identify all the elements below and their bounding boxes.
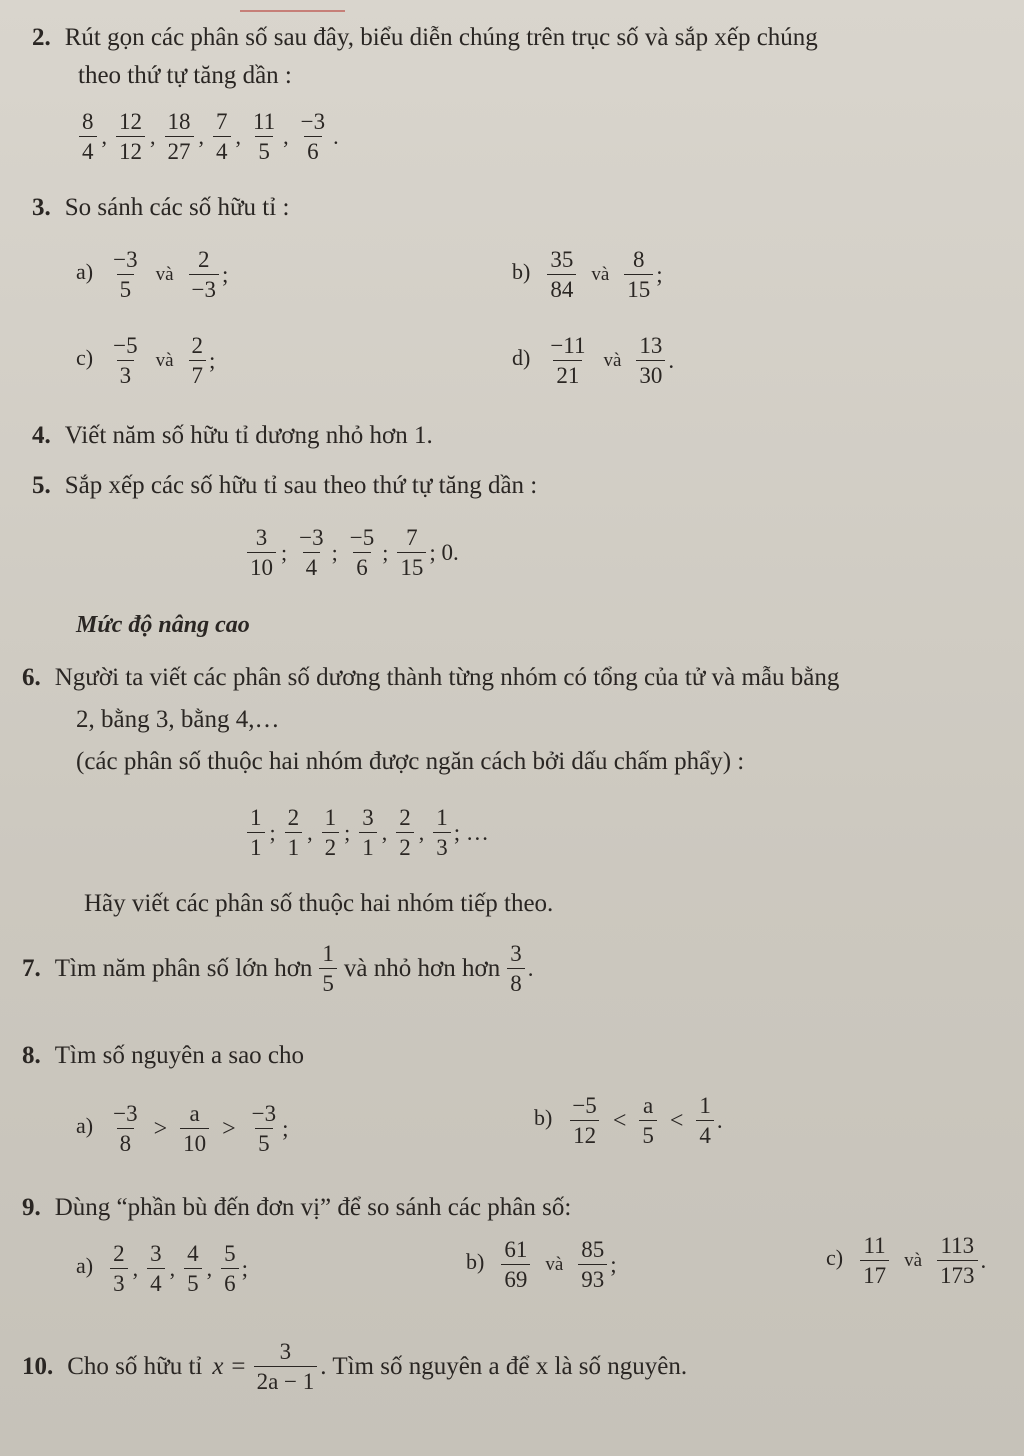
- problem-8-line: [22, 1040, 304, 1072]
- numerator: −3: [113, 247, 138, 272]
- problem-7-number: 7.: [22, 955, 41, 982]
- relation-sign: >: [222, 1115, 236, 1142]
- denominator: 6: [353, 552, 371, 580]
- problem-3-line: [32, 192, 289, 224]
- problem-4-number: 4.: [32, 422, 51, 449]
- denominator: 6: [221, 1268, 239, 1296]
- problem-2-line-2: theo thứ tự tăng dần :: [78, 62, 292, 89]
- denominator: 10: [180, 1128, 209, 1156]
- problem-3d: [512, 334, 674, 388]
- conjunction: và: [591, 264, 610, 285]
- problem-8-number: 8.: [22, 1042, 41, 1069]
- problem-3-text: So sánh các số hữu tỉ :: [64, 194, 290, 221]
- fraction: [189, 248, 219, 302]
- fraction: [79, 110, 97, 164]
- separator: ;: [344, 820, 351, 845]
- problem-3a: [76, 248, 228, 302]
- relation-sign: >: [153, 1115, 168, 1142]
- problem-9a: [76, 1242, 248, 1296]
- problem-6-line-4: Hãy viết các phân số thuộc hai nhóm tiếp theo.: [84, 890, 554, 917]
- fraction: [578, 1238, 607, 1292]
- denominator: 8: [117, 1128, 135, 1156]
- separator: ,: [101, 124, 107, 149]
- separator: ,: [307, 820, 313, 845]
- problem-4-line: [32, 420, 433, 452]
- problem-8a: [76, 1102, 289, 1156]
- end-mark: ;: [282, 1116, 289, 1141]
- problem-6-line-1: [22, 662, 839, 694]
- denominator: 5: [255, 1128, 273, 1156]
- denominator: 2: [396, 832, 414, 860]
- fraction: [298, 110, 328, 164]
- numerator: 1: [699, 1093, 711, 1118]
- fraction: [221, 1242, 239, 1296]
- numerator: 3: [255, 525, 268, 550]
- item-label: c): [826, 1244, 844, 1270]
- fraction: [507, 942, 525, 996]
- end-mark: ;: [610, 1252, 617, 1277]
- denominator: 15: [624, 274, 653, 302]
- numerator: −5: [349, 525, 375, 550]
- denominator: 3: [117, 360, 135, 388]
- fraction: [433, 806, 451, 860]
- fraction: [547, 334, 588, 388]
- fraction: [110, 1242, 128, 1296]
- separator: ,: [283, 124, 289, 149]
- denominator: 5: [255, 136, 273, 164]
- numerator: 85: [581, 1237, 605, 1262]
- denominator: 15: [397, 552, 426, 580]
- problem-6-text-1: Người ta viết các phân số dương thành từng nhóm có tổng của tử và mẫu bằng: [54, 664, 840, 691]
- denominator: 3: [110, 1268, 128, 1296]
- conjunction: và: [603, 350, 622, 371]
- denominator: 1: [285, 832, 303, 860]
- problem-5-number: 5.: [32, 472, 51, 499]
- denominator: 30: [636, 360, 665, 388]
- denominator: 4: [147, 1268, 165, 1296]
- item-label: b): [466, 1248, 485, 1274]
- item-label: b): [534, 1104, 553, 1130]
- fraction: [359, 806, 377, 860]
- problem-6-line-3: (các phân số thuộc hai nhóm được ngăn cách bởi dấu chấm phẩy) :: [76, 748, 745, 775]
- separator: ;: [269, 820, 276, 845]
- numerator: 3: [150, 1241, 162, 1266]
- fraction: [547, 248, 576, 302]
- numerator: 3: [510, 941, 522, 966]
- conjunction: và: [904, 1250, 923, 1271]
- end-mark: ;: [209, 348, 216, 373]
- denominator: 10: [247, 552, 276, 580]
- fraction: [396, 806, 414, 860]
- problem-9-text: Dùng “phần bù đến đơn vị” để so sánh các phân số:: [54, 1194, 572, 1221]
- denominator: 6: [304, 136, 322, 164]
- fraction: [937, 1234, 978, 1288]
- tail-text: ; 0.: [429, 540, 459, 565]
- separator: ,: [150, 124, 156, 149]
- numerator: 35: [550, 247, 574, 272]
- top-red-mark: [240, 10, 345, 12]
- end-mark: .: [527, 956, 534, 981]
- numerator: −3: [113, 1101, 138, 1126]
- numerator: −5: [113, 333, 138, 358]
- numerator: 2: [113, 1241, 125, 1266]
- denominator: 1: [247, 832, 265, 860]
- denominator: 93: [578, 1264, 607, 1292]
- denominator: 3: [433, 832, 451, 860]
- denominator: 2: [322, 832, 340, 860]
- denominator: 4: [696, 1120, 714, 1148]
- separator: ,: [169, 1256, 176, 1281]
- problem-9c: [826, 1234, 986, 1288]
- end-mark: ;: [656, 262, 663, 287]
- problem-10-number: 10.: [22, 1353, 54, 1380]
- item-label: a): [76, 1252, 94, 1278]
- separator: ,: [418, 820, 425, 845]
- numerator: −3: [299, 525, 324, 550]
- fraction: [189, 334, 207, 388]
- end-mark: .: [980, 1248, 987, 1273]
- fraction: [110, 1102, 140, 1156]
- item-label: c): [76, 344, 94, 370]
- fraction: [860, 1234, 889, 1288]
- numerator: 13: [639, 333, 663, 358]
- conjunction: và: [155, 350, 174, 371]
- numerator: −11: [550, 333, 586, 358]
- fraction: [285, 806, 303, 860]
- problem-4-text: Viết năm số hữu tỉ dương nhỏ hơn 1.: [64, 422, 433, 449]
- denominator: −3: [189, 274, 219, 302]
- separator: ,: [235, 124, 241, 149]
- separator: ;: [331, 540, 338, 565]
- denominator: 2a − 1: [254, 1366, 318, 1394]
- tail-text: ; …: [453, 820, 489, 845]
- problem-2-text-1: Rút gọn các phân số sau đây, biểu diễn chúng trên trục số và sắp xếp chúng: [64, 24, 818, 51]
- numerator: 3: [362, 805, 374, 830]
- problem-8b: [534, 1094, 723, 1148]
- numerator: 1: [436, 805, 448, 830]
- problem-6-line-2: 2, bằng 3, bằng 4,…: [76, 706, 280, 733]
- fraction: [184, 1242, 202, 1296]
- denominator: 17: [860, 1260, 889, 1288]
- numerator: 5: [224, 1241, 236, 1266]
- numerator: 2: [399, 805, 411, 830]
- problem-10-expression: x =: [212, 1353, 247, 1380]
- separator: ,: [206, 1256, 213, 1281]
- denominator: 7: [189, 360, 207, 388]
- fraction: [347, 526, 377, 580]
- relation-sign: <: [669, 1107, 684, 1134]
- denominator: 5: [184, 1268, 202, 1296]
- separator: ,: [132, 1256, 139, 1281]
- problem-9b: [466, 1238, 617, 1292]
- fraction: [247, 806, 265, 860]
- numerator: 3: [279, 1339, 292, 1364]
- numerator: a: [189, 1101, 200, 1126]
- relation-sign: <: [612, 1107, 627, 1134]
- denominator: 69: [501, 1264, 530, 1292]
- denominator: 5: [117, 274, 135, 302]
- fraction: [569, 1094, 599, 1148]
- fraction: [254, 1340, 318, 1394]
- numerator: 4: [187, 1241, 199, 1266]
- fraction: [249, 1102, 279, 1156]
- numerator: −3: [300, 109, 326, 134]
- fraction: [110, 334, 140, 388]
- fraction: [296, 526, 326, 580]
- problem-6-number: 6.: [22, 664, 41, 691]
- numerator: 18: [167, 109, 191, 134]
- item-label: d): [512, 344, 531, 370]
- fraction: [116, 110, 145, 164]
- numerator: 113: [940, 1233, 975, 1258]
- numerator: a: [643, 1093, 654, 1118]
- problem-7-text-before: Tìm năm phân số lớn hơn: [54, 955, 313, 982]
- separator: ;: [382, 540, 389, 565]
- problem-2-number: 2.: [32, 24, 51, 51]
- fraction: [624, 248, 653, 302]
- problem-6-fractions: [244, 806, 489, 860]
- numerator: 61: [504, 1237, 528, 1262]
- denominator: 4: [79, 136, 97, 164]
- problem-10-text-before: Cho số hữu tỉ: [67, 1353, 203, 1380]
- problem-5-line: [32, 470, 537, 502]
- denominator: 84: [547, 274, 576, 302]
- numerator: 2: [191, 333, 204, 358]
- conjunction: và: [545, 1254, 564, 1275]
- item-label: a): [76, 258, 94, 284]
- problem-3b: [512, 248, 663, 302]
- advanced-heading: Mức độ nâng cao: [76, 612, 250, 638]
- fraction: [213, 110, 231, 164]
- problem-9-line: [22, 1192, 571, 1224]
- numerator: −5: [572, 1093, 597, 1118]
- numerator: 7: [406, 525, 418, 550]
- denominator: 1: [359, 832, 377, 860]
- problem-5-fractions: [244, 526, 459, 580]
- problem-2-fractions: [76, 110, 341, 164]
- denominator: 8: [507, 968, 525, 996]
- problem-8-text: Tìm số nguyên a sao cho: [54, 1042, 305, 1069]
- fraction: [322, 806, 340, 860]
- numerator: 8: [82, 109, 94, 134]
- separator: ,: [381, 820, 388, 845]
- separator: ;: [281, 540, 288, 565]
- numerator: 1: [250, 805, 262, 830]
- conjunction: và: [155, 264, 174, 285]
- fraction: [250, 110, 278, 164]
- denominator: 5: [319, 968, 337, 996]
- end-mark: ;: [241, 1256, 248, 1281]
- denominator: 12: [570, 1120, 599, 1148]
- separator: ,: [198, 124, 204, 149]
- numerator: 7: [216, 109, 228, 134]
- fraction: [639, 1094, 657, 1148]
- numerator: 1: [322, 941, 334, 966]
- fraction: [247, 526, 276, 580]
- problem-7-line: [22, 942, 533, 996]
- fraction: [397, 526, 426, 580]
- fraction: [501, 1238, 530, 1292]
- problem-10-line: [22, 1340, 687, 1394]
- fraction: [110, 248, 140, 302]
- problem-2-line-1: [32, 22, 818, 54]
- fraction: [696, 1094, 714, 1148]
- denominator: 27: [165, 136, 194, 164]
- problem-3-number: 3.: [32, 194, 51, 221]
- numerator: 2: [287, 805, 300, 830]
- denominator: 4: [213, 136, 231, 164]
- numerator: 8: [633, 247, 645, 272]
- problem-10-text-after: . Tìm số nguyên a để x là số nguyên.: [320, 1353, 688, 1380]
- denominator: 12: [116, 136, 145, 164]
- numerator: −3: [251, 1101, 277, 1126]
- numerator: 12: [119, 109, 142, 134]
- problem-7-text-mid: và nhỏ hơn hơn: [343, 955, 501, 982]
- problem-9-number: 9.: [22, 1194, 41, 1221]
- denominator: 5: [639, 1120, 657, 1148]
- fraction: [180, 1102, 209, 1156]
- item-label: a): [76, 1112, 94, 1138]
- fraction: [319, 942, 337, 996]
- numerator: 11: [863, 1233, 886, 1258]
- problem-3c: [76, 334, 215, 388]
- end-mark: .: [716, 1108, 723, 1133]
- denominator: 173: [937, 1260, 978, 1288]
- fraction: [147, 1242, 165, 1296]
- numerator: 2: [198, 247, 210, 272]
- item-label: b): [512, 258, 531, 284]
- end-mark: .: [333, 124, 339, 149]
- end-mark: .: [668, 348, 675, 373]
- numerator: 1: [324, 805, 337, 830]
- fraction: [165, 110, 194, 164]
- denominator: 4: [303, 552, 321, 580]
- denominator: 21: [553, 360, 582, 388]
- problem-5-text: Sắp xếp các số hữu tỉ sau theo thứ tự tăng dần :: [64, 472, 538, 499]
- fraction: [636, 334, 665, 388]
- numerator: 11: [253, 109, 276, 134]
- end-mark: ;: [222, 262, 229, 287]
